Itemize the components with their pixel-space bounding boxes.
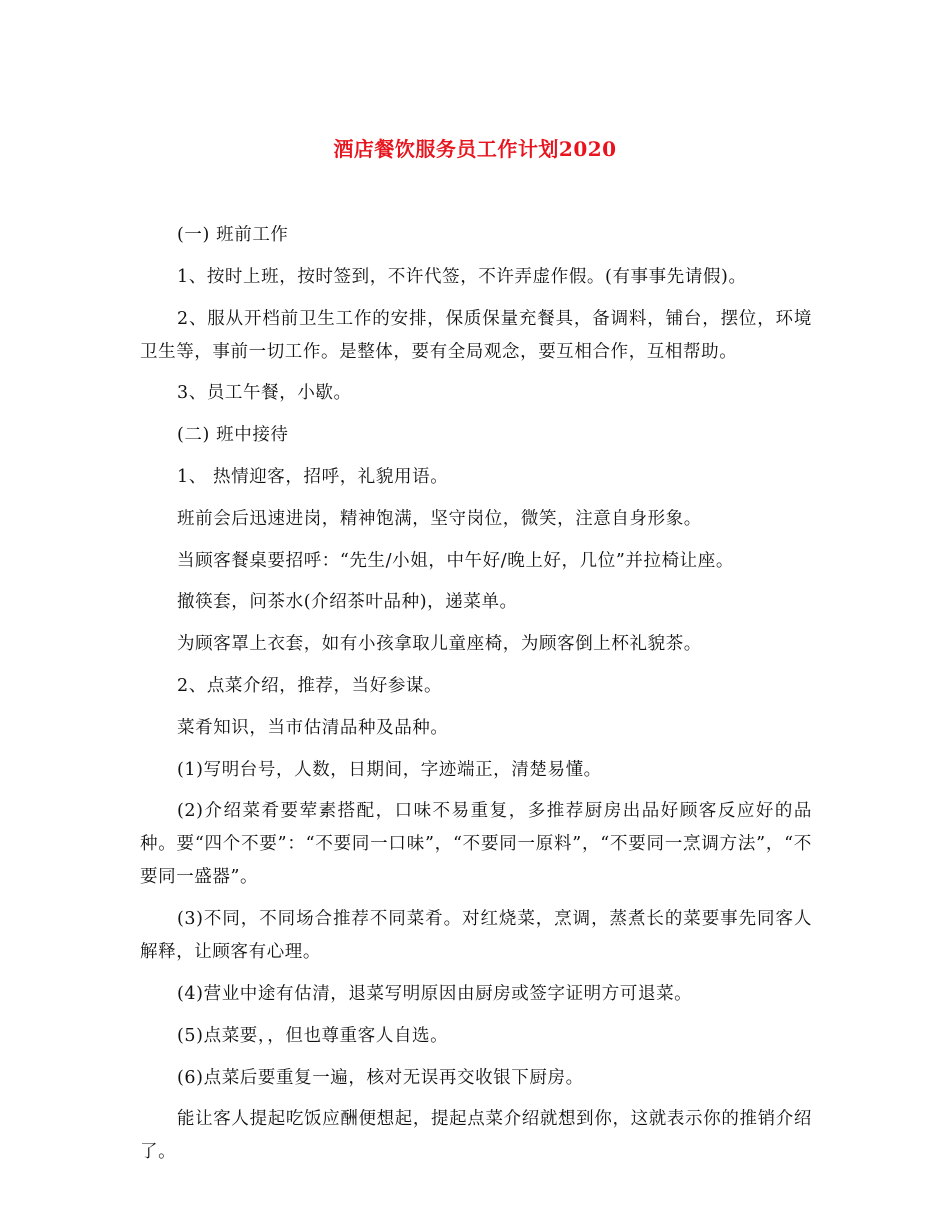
paragraph-dish-knowledge: 菜肴知识，当市估清品种及品种。	[177, 717, 449, 738]
section-heading-pre-shift: (一) 班前工作	[177, 225, 289, 245]
paragraph-item-1: 1、按时上班，按时签到，不许代签，不许弄虚作假。(有事事先请假)。	[177, 266, 747, 287]
paragraph-point-4: (4)营业中途有估清，退菜写明原因由厨房或签字证明方可退菜。	[177, 983, 693, 1004]
paragraph-ordering: 2、点菜介绍，推荐，当好参谋。	[177, 675, 443, 696]
paragraph-point-3: (3)不同，不同场合推荐不同菜肴。对红烧菜，烹调，蒸煮长的菜要事先同客人解释，让顾客有心理。	[140, 909, 812, 963]
paragraph-item-2: 2、服从开档前卫生工作的安排，保质保量充餐具，备调料，铺台，摆位，环境卫生等，事前一切工作。是整体，要有全局观念，要互相合作，互相帮助。	[140, 308, 812, 362]
paragraph-point-5: (5)点菜要，，但也尊重客人自选。	[177, 1025, 449, 1046]
paragraph-point-1: (1)写明台号，人数，日期间，字迹端正，清楚易懂。	[177, 759, 602, 780]
paragraph-greet-guests: 当顾客餐桌要招呼：“先生/小姐，中午好/晚上好，几位”并拉椅让座。	[177, 550, 734, 571]
paragraph-item-3: 3、员工午餐，小歇。	[177, 383, 352, 404]
paragraph-coat-cover: 为顾客罩上衣套，如有小孩拿取儿童座椅，为顾客倒上杯礼貌茶。	[177, 634, 702, 655]
paragraph-tea-menu: 撤筷套，问茶水(介绍茶叶品种)，递菜单。	[177, 592, 518, 613]
paragraph-greeting: 1、 热情迎客，招呼，礼貌用语。	[177, 466, 449, 487]
document-title: 酒店餐饮服务员工作计划2020	[333, 137, 617, 161]
document-body	[140, 219, 812, 1178]
paragraph-point-6: (6)点菜后要重复一遍，核对无误再交收银下厨房。	[177, 1067, 584, 1088]
section-heading-in-shift: (二) 班中接待	[177, 425, 289, 446]
paragraph-point-2: (2)介绍菜肴要荤素搭配，口味不易重复，多推荐厨房出品好顾客反应好的品种。要“四个不要”：“不要同一口味”，“不要同一原料”，“不要同一烹调方法”，“不要同一盛器”。	[140, 801, 812, 888]
paragraph-post-meeting: 班前会后迅速进岗，精神饱满，坚守岗位，微笑，注意自身形象。	[177, 508, 702, 529]
paragraph-closing: 能让客人提起吃饭应酬便想起，提起点菜介绍就想到你，这就表示你的推销介绍了。	[140, 1109, 812, 1163]
